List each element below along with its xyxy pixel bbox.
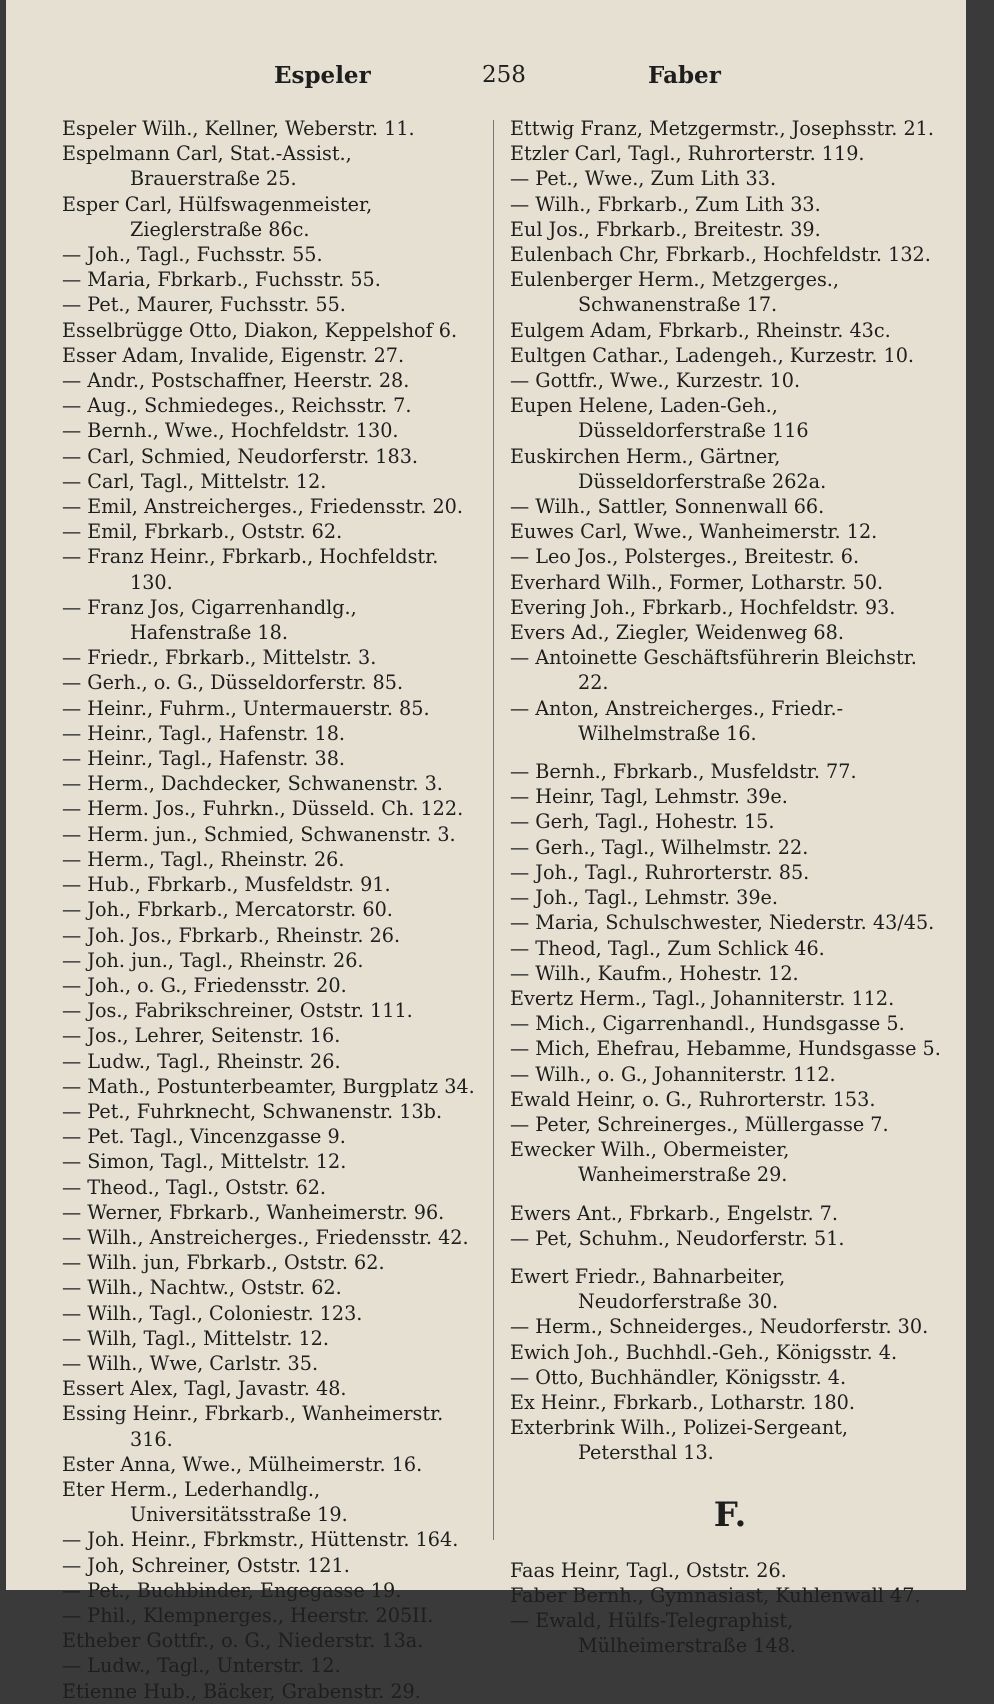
directory-entry: — Herm., Schneiderges., Neudorferstr. 30. bbox=[510, 1315, 929, 1339]
directory-entry: — Otto, Buchhändler, Königsstr. 4. bbox=[510, 1365, 847, 1389]
directory-entry: — Pet, Schuhm., Neudorferstr. 51. bbox=[510, 1226, 845, 1250]
left-column bbox=[62, 116, 478, 1704]
directory-entry: — Phil., Klempnerges., Heerstr. 205II. bbox=[62, 1603, 434, 1627]
directory-entry: — Math., Postunterbeamter, Burgplatz 34. bbox=[62, 1074, 475, 1098]
directory-entry: Etienne Hub., Bäcker, Grabenstr. 29. bbox=[62, 1679, 421, 1703]
directory-entry: Eulgem Adam, Fbrkarb., Rheinstr. 43c. bbox=[510, 318, 891, 342]
directory-entry: Euskirchen Herm., Gärtner, Düsseldorferstraße 262a. bbox=[510, 444, 827, 493]
directory-entry: — Franz Jos, Cigarrenhandlg., Hafenstraße 18. bbox=[62, 595, 357, 645]
directory-entry: — Herm., Tagl., Rheinstr. 26. bbox=[62, 847, 345, 871]
directory-entry: Ettwig Franz, Metzgermstr., Josephsstr. 21. bbox=[510, 117, 934, 140]
page-number: 258 bbox=[482, 62, 526, 88]
directory-entry: Esselbrügge Otto, Diakon, Keppelshof 6. bbox=[62, 318, 458, 342]
directory-entry: — Joh., Tagl., Lehmstr. 39e. bbox=[510, 886, 778, 910]
directory-entry: — Theod, Tagl., Zum Schlick 46. bbox=[510, 936, 825, 960]
directory-entry: — Joh. jun., Tagl., Rheinstr. 26. bbox=[62, 948, 364, 972]
directory-entry: — Joh., Fbrkarb., Mercatorstr. 60. bbox=[62, 898, 393, 922]
directory-entry: Eul Jos., Fbrkarb., Breitestr. 39. bbox=[510, 217, 821, 241]
directory-entry: — Theod., Tagl., Oststr. 62. bbox=[62, 1175, 327, 1199]
directory-entry: Ewald Heinr, o. G., Ruhrorterstr. 153. bbox=[510, 1087, 876, 1111]
directory-entry: — Joh, Schreiner, Oststr. 121. bbox=[62, 1553, 350, 1577]
directory-entry: — Bernh., Wwe., Hochfeldstr. 130. bbox=[62, 419, 399, 443]
directory-entry: — Heinr., Fuhrm., Untermauerstr. 85. bbox=[62, 696, 430, 720]
directory-entry: — Carl, Tagl., Mittelstr. 12. bbox=[62, 469, 327, 493]
directory-entry: Etheber Gottfr., o. G., Niederstr. 13a. bbox=[62, 1629, 424, 1653]
directory-entry: — Joh., Tagl., Ruhrorterstr. 85. bbox=[510, 860, 810, 884]
header-right-keyword: Faber bbox=[648, 62, 721, 89]
directory-entry: Eter Herm., Lederhandlg., Universitätsstraße 19. bbox=[62, 1477, 348, 1527]
directory-entry: — Joh., o. G., Friedensstr. 20. bbox=[62, 973, 347, 997]
directory-entry: — Wilh., Anstreicherges., Friedensstr. 42. bbox=[62, 1225, 469, 1249]
directory-entry: Esser Adam, Invalide, Eigenstr. 27. bbox=[62, 343, 405, 367]
directory-entry: — Wilh., Tagl., Coloniestr. 123. bbox=[62, 1301, 363, 1325]
directory-entry: Euwes Carl, Wwe., Wanheimerstr. 12. bbox=[510, 520, 878, 544]
directory-entry: — Emil, Fbrkarb., Oststr. 62. bbox=[62, 520, 343, 544]
directory-entry: Exterbrink Wilh., Polizei-Sergeant, Petersthal 13. bbox=[510, 1416, 849, 1465]
directory-entry: — Heinr., Tagl., Hafenstr. 18. bbox=[62, 721, 346, 745]
directory-entry: — Pet., Fuhrknecht, Schwanenstr. 13b. bbox=[62, 1099, 443, 1123]
directory-entry: — Leo Jos., Polsterges., Breitestr. 6. bbox=[510, 545, 860, 569]
directory-entry: Ewich Joh., Buchhdl.-Geh., Königsstr. 4. bbox=[510, 1340, 898, 1364]
directory-entry: — Anton, Anstreicherges., Friedr.-Wilhelmstraße 16. bbox=[510, 696, 844, 745]
directory-entry: — Herm., Dachdecker, Schwanenstr. 3. bbox=[62, 772, 443, 796]
directory-entry: Eulenberger Herm., Metzgerges., Schwanenstraße 17. bbox=[510, 268, 839, 317]
directory-entry: — Maria, Schulschwester, Niederstr. 43/45. bbox=[510, 911, 935, 935]
directory-entry: — Werner, Fbrkarb., Wanheimerstr. 96. bbox=[62, 1200, 445, 1224]
directory-entry: Faas Heinr, Tagl., Oststr. 26. bbox=[510, 1558, 787, 1582]
directory-entry: Esper Carl, Hülfswagenmeister, Zieglerstraße 86c. bbox=[62, 192, 373, 241]
directory-entry: — Emil, Anstreicherges., Friedensstr. 20. bbox=[62, 495, 463, 519]
page-header bbox=[6, 62, 966, 98]
directory-entry: — Pet., Buchbinder, Engegasse 19. bbox=[62, 1578, 402, 1602]
section-letter-heading: F. bbox=[713, 1494, 747, 1535]
directory-entry: — Carl, Schmied, Neudorferstr. 183. bbox=[62, 444, 419, 468]
directory-entry: Eupen Helene, Laden-Geh., Düsseldorferstraße 116 bbox=[510, 394, 809, 443]
directory-entry: — Ewald, Hülfs-Telegraphist, Mülheimerstraße 148. bbox=[510, 1608, 796, 1658]
directory-entry: — Aug., Schmiedeges., Reichsstr. 7. bbox=[62, 394, 412, 418]
directory-entry: Ewecker Wilh., Obermeister, Wanheimerstraße 29. bbox=[510, 1138, 790, 1187]
right-column bbox=[510, 116, 950, 1658]
directory-entry: Evering Joh., Fbrkarb., Hochfeldstr. 93. bbox=[510, 595, 896, 619]
directory-entry: — Antoinette Geschäftsführerin Bleichstr. 22. bbox=[510, 646, 917, 695]
directory-entry: Ewers Ant., Fbrkarb., Engelstr. 7. bbox=[510, 1201, 838, 1225]
directory-entry: — Friedr., Fbrkarb., Mittelstr. 3. bbox=[62, 646, 377, 670]
directory-entry: — Wilh., o. G., Johanniterstr. 112. bbox=[510, 1062, 836, 1086]
directory-entry: Faber Bernh., Gymnasiast, Kuhlenwall 47. bbox=[510, 1583, 921, 1607]
directory-entry: — Jos., Fabrikschreiner, Oststr. 111. bbox=[62, 999, 413, 1023]
directory-entry: Eulenbach Chr, Fbrkarb., Hochfeldstr. 132. bbox=[510, 243, 931, 267]
directory-page bbox=[6, 0, 966, 1703]
directory-entry: — Franz Heinr., Fbrkarb., Hochfeldstr. 130. bbox=[62, 545, 439, 594]
directory-entry: Evers Ad., Ziegler, Weidenweg 68. bbox=[510, 621, 844, 645]
directory-entry: — Wilh., Nachtw., Oststr. 62. bbox=[62, 1276, 342, 1300]
directory-entry: — Herm. jun., Schmied, Schwanenstr. 3. bbox=[62, 822, 456, 846]
directory-entry: Everhard Wilh., Former, Lotharstr. 50. bbox=[510, 570, 884, 594]
directory-entry: — Joh., Tagl., Fuchsstr. 55. bbox=[62, 243, 323, 267]
directory-entry: — Gerh, Tagl., Hohestr. 15. bbox=[510, 810, 775, 834]
directory-entry: — Simon, Tagl., Mittelstr. 12. bbox=[62, 1150, 347, 1174]
column-divider bbox=[493, 120, 494, 1540]
directory-entry: Espeler Wilh., Kellner, Weberstr. 11. bbox=[62, 117, 415, 140]
directory-entry: — Ludw., Tagl., Unterstr. 12. bbox=[62, 1654, 341, 1678]
directory-entry: — Hub., Fbrkarb., Musfeldstr. 91. bbox=[62, 873, 391, 897]
directory-entry: Ewert Friedr., Bahnarbeiter, Neudorferstraße 30. bbox=[510, 1264, 786, 1314]
directory-entry: — Joh. Heinr., Fbrkmstr., Hüttenstr. 164. bbox=[62, 1528, 459, 1552]
directory-entry: Ex Heinr., Fbrkarb., Lotharstr. 180. bbox=[510, 1390, 855, 1414]
directory-entry: — Joh. Jos., Fbrkarb., Rheinstr. 26. bbox=[62, 923, 401, 947]
directory-entry: — Wilh., Wwe, Carlstr. 35. bbox=[62, 1351, 319, 1375]
directory-entry: — Pet., Maurer, Fuchsstr. 55. bbox=[62, 293, 346, 317]
directory-entry: Etzler Carl, Tagl., Ruhrorterstr. 119. bbox=[510, 142, 865, 166]
directory-entry: — Maria, Fbrkarb., Fuchsstr. 55. bbox=[62, 268, 381, 292]
directory-entry: — Wilh., Kaufm., Hohestr. 12. bbox=[510, 961, 799, 985]
directory-entry: — Pet. Tagl., Vincenzgasse 9. bbox=[62, 1125, 346, 1149]
directory-entry: — Wilh., Sattler, Sonnenwall 66. bbox=[510, 495, 825, 519]
directory-entry: — Andr., Postschaffner, Heerstr. 28. bbox=[62, 369, 410, 393]
directory-entry: — Peter, Schreinerges., Müllergasse 7. bbox=[510, 1112, 889, 1136]
directory-entry: — Wilh, Tagl., Mittelstr. 12. bbox=[62, 1326, 329, 1350]
directory-entry: — Heinr., Tagl., Hafenstr. 38. bbox=[62, 747, 346, 771]
directory-entry: — Bernh., Fbrkarb., Musfeldstr. 77. bbox=[510, 760, 857, 784]
directory-entry: — Wilh., Fbrkarb., Zum Lith 33. bbox=[510, 192, 821, 216]
directory-entry: — Herm. Jos., Fuhrkn., Düsseld. Ch. 122. bbox=[62, 797, 464, 821]
directory-entry: Essing Heinr., Fbrkarb., Wanheimerstr. 316. bbox=[62, 1402, 444, 1451]
directory-entry: Evertz Herm., Tagl., Johanniterstr. 112. bbox=[510, 986, 895, 1010]
directory-entry: — Heinr, Tagl, Lehmstr. 39e. bbox=[510, 785, 788, 809]
directory-entry: Ester Anna, Wwe., Mülheimerstr. 16. bbox=[62, 1452, 423, 1476]
directory-entry: — Gottfr., Wwe., Kurzestr. 10. bbox=[510, 369, 801, 393]
directory-entry: Essert Alex, Tagl, Javastr. 48. bbox=[62, 1377, 347, 1401]
directory-entry: — Gerh., o. G., Düsseldorferstr. 85. bbox=[62, 671, 404, 695]
directory-entry: — Pet., Wwe., Zum Lith 33. bbox=[510, 167, 777, 191]
directory-entry: — Mich, Ehefrau, Hebamme, Hundsgasse 5. bbox=[510, 1037, 941, 1061]
directory-entry: — Jos., Lehrer, Seitenstr. 16. bbox=[62, 1024, 341, 1048]
directory-entry: — Ludw., Tagl., Rheinstr. 26. bbox=[62, 1049, 341, 1073]
directory-entry: — Wilh. jun, Fbrkarb., Oststr. 62. bbox=[62, 1251, 385, 1275]
directory-entry: Espelmann Carl, Stat.-Assist., Brauerstraße 25. bbox=[62, 142, 352, 191]
header-left-keyword: Espeler bbox=[274, 62, 371, 89]
directory-entry: Eultgen Cathar., Ladengeh., Kurzestr. 10. bbox=[510, 343, 915, 367]
directory-entry: — Mich., Cigarrenhandl., Hundsgasse 5. bbox=[510, 1012, 905, 1036]
directory-entry: — Gerh., Tagl., Wilhelmstr. 22. bbox=[510, 835, 809, 859]
